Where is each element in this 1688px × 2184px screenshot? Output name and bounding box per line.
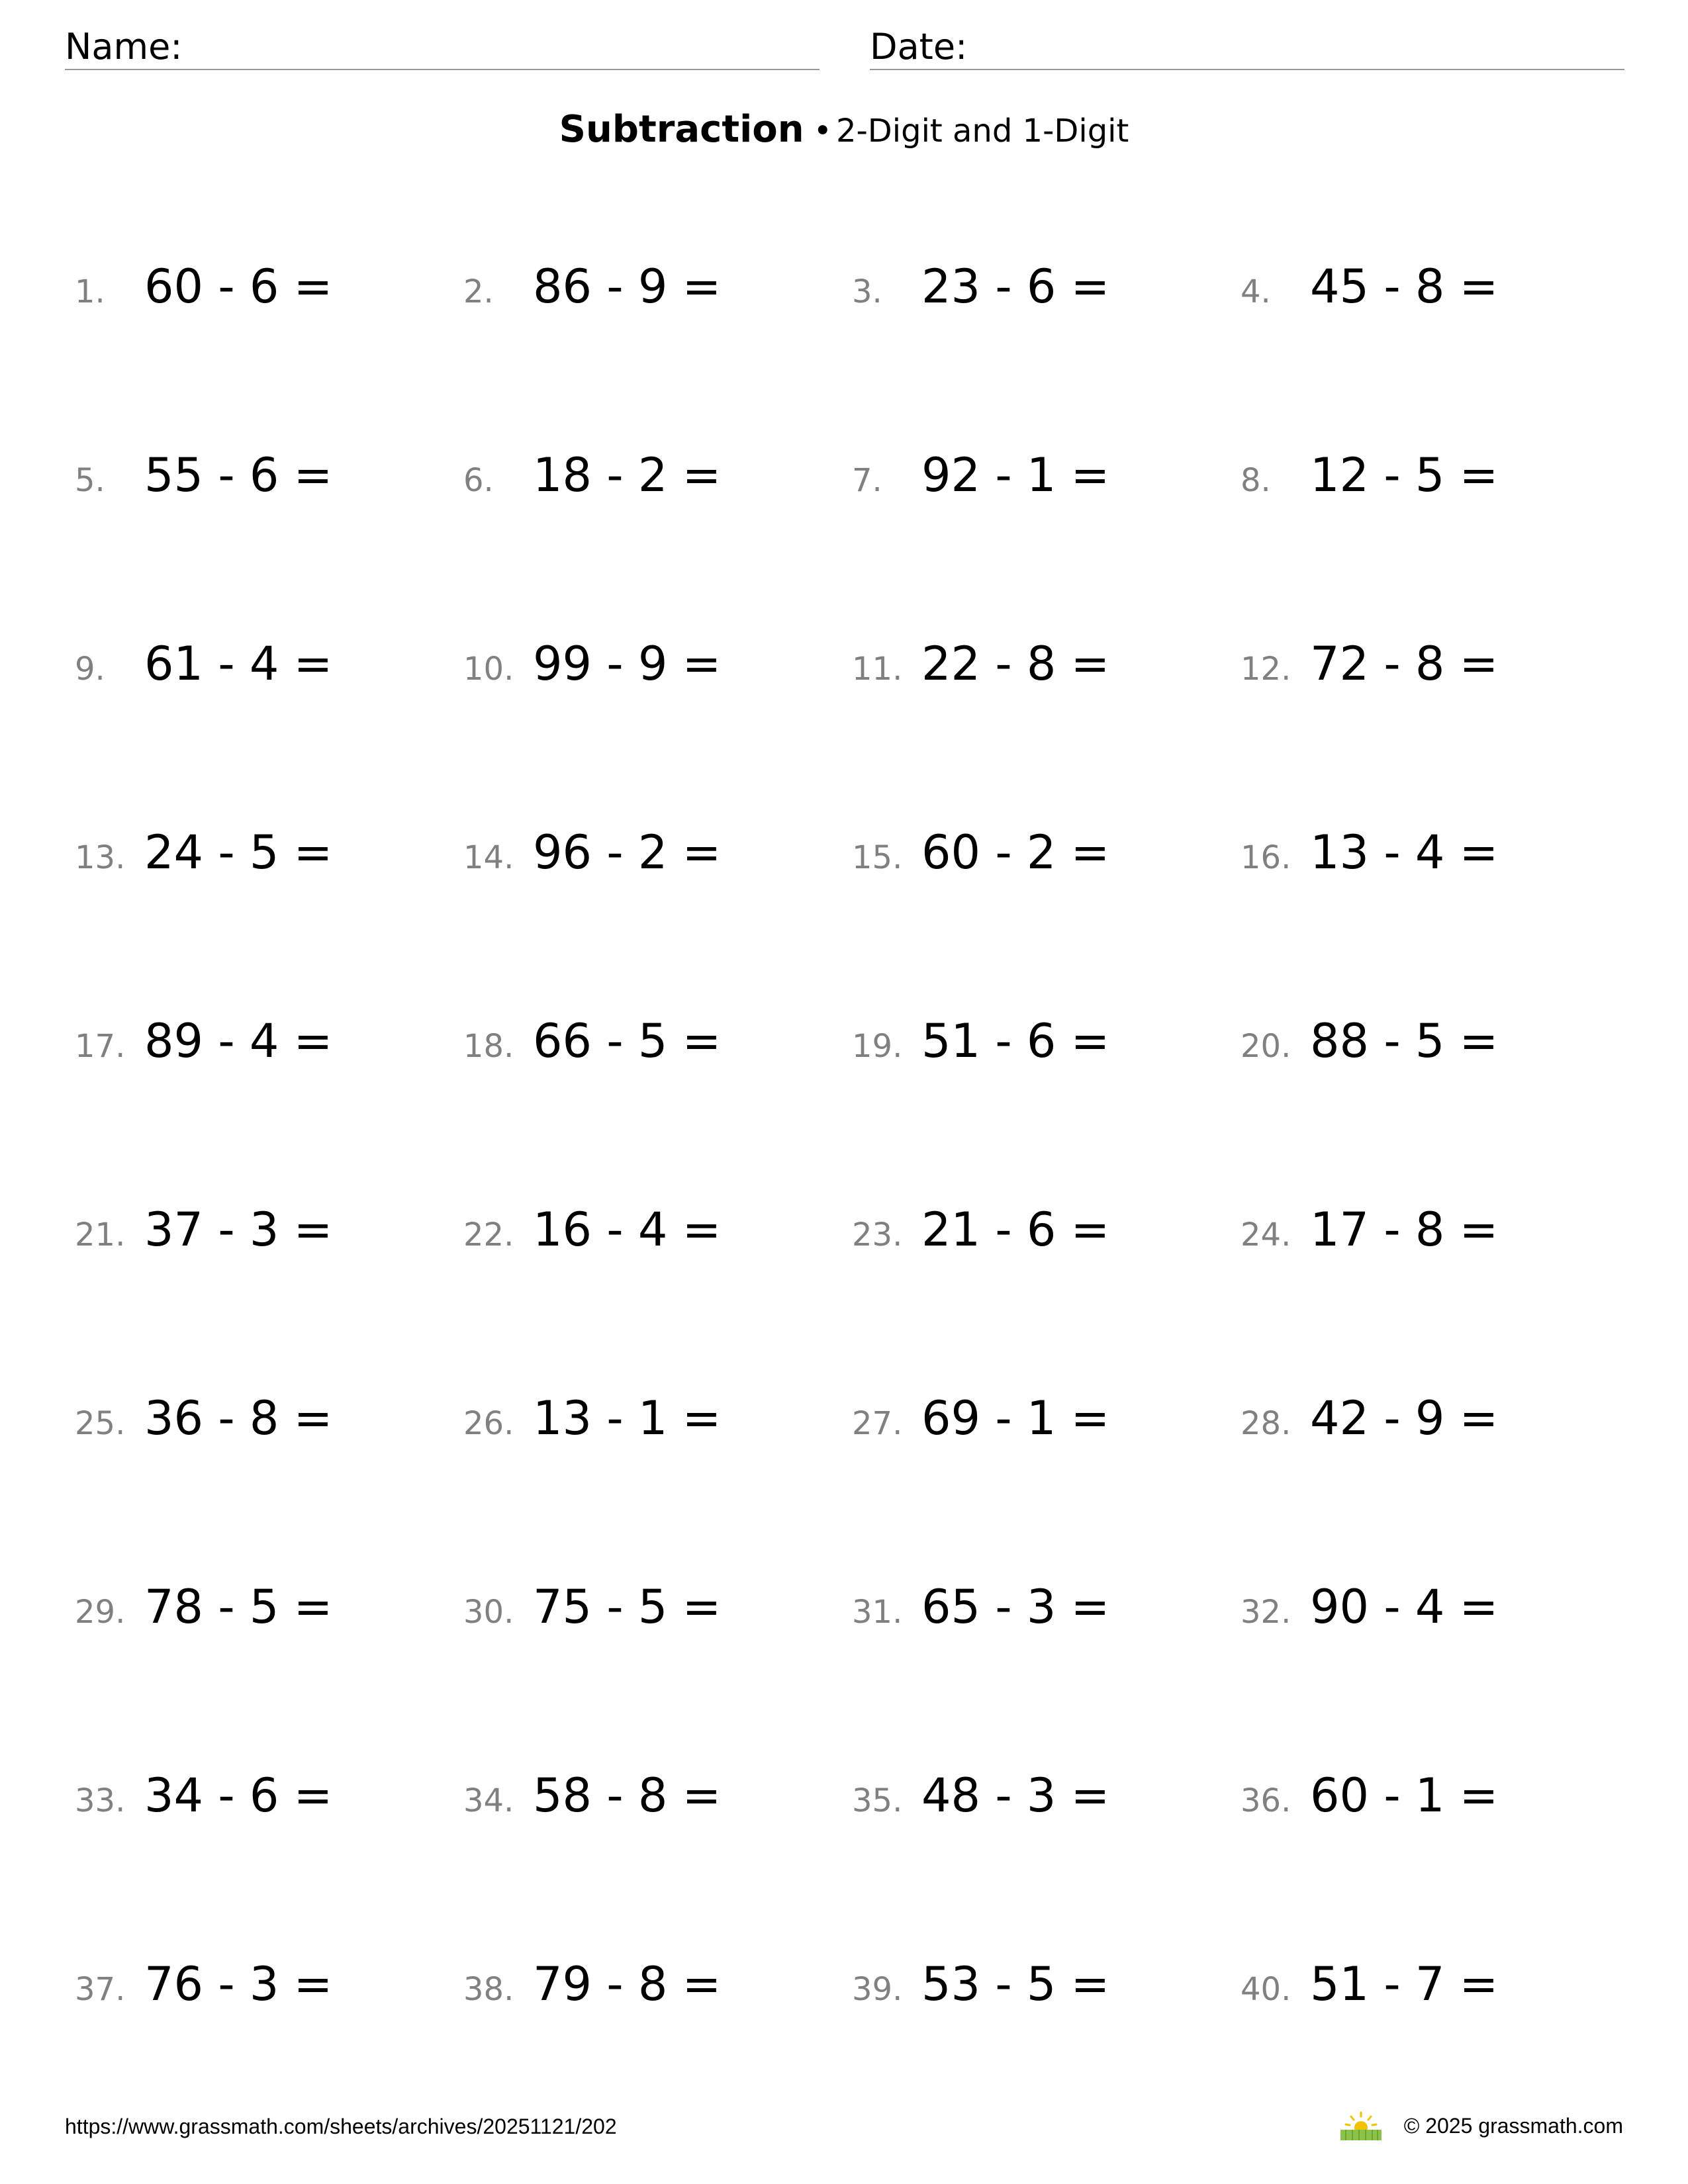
problem-item bbox=[1241, 1391, 1498, 1451]
problem-expression: 55 - 6 = bbox=[144, 448, 333, 502]
problem-number: 15. bbox=[852, 839, 903, 876]
problem-number: 18. bbox=[463, 1028, 514, 1065]
problem-item bbox=[1241, 1580, 1498, 1639]
problem-item bbox=[463, 825, 721, 885]
problem-number: 6. bbox=[463, 462, 494, 499]
problem-expression: 16 - 4 = bbox=[533, 1203, 722, 1257]
problem-item bbox=[463, 259, 721, 319]
problem-number: 32. bbox=[1241, 1594, 1291, 1631]
problem-number: 4. bbox=[1241, 273, 1271, 310]
problem-item bbox=[1241, 1957, 1498, 2017]
problem-item bbox=[75, 1957, 332, 2017]
problem-item bbox=[463, 448, 721, 508]
problem-item bbox=[463, 637, 721, 696]
problem-item bbox=[1241, 448, 1498, 508]
problem-number: 13. bbox=[75, 839, 126, 876]
problem-expression: 96 - 2 = bbox=[533, 825, 722, 880]
problem-item bbox=[75, 637, 332, 696]
problem-number: 35. bbox=[852, 1782, 903, 1819]
problem-item bbox=[1241, 637, 1498, 696]
sun-over-grass-icon bbox=[1338, 2110, 1384, 2142]
problem-expression: 42 - 9 = bbox=[1310, 1391, 1499, 1445]
problem-item bbox=[463, 1768, 721, 1828]
problem-number: 19. bbox=[852, 1028, 903, 1065]
problem-number: 9. bbox=[75, 651, 105, 688]
problem-item bbox=[852, 825, 1109, 885]
problem-expression: 22 - 8 = bbox=[921, 637, 1110, 691]
problem-number: 37. bbox=[75, 1971, 126, 2008]
problem-expression: 48 - 3 = bbox=[921, 1768, 1110, 1823]
problem-number: 22. bbox=[463, 1216, 514, 1253]
problem-expression: 51 - 7 = bbox=[1310, 1957, 1499, 2011]
problem-number: 8. bbox=[1241, 462, 1271, 499]
problem-expression: 60 - 6 = bbox=[144, 259, 333, 314]
footer-url[interactable]: https://www.grassmath.com/sheets/archives/20251121/202 bbox=[65, 2115, 617, 2138]
problem-expression: 60 - 2 = bbox=[921, 825, 1110, 880]
problem-number: 33. bbox=[75, 1782, 126, 1819]
problem-number: 36. bbox=[1241, 1782, 1291, 1819]
problem-number: 24. bbox=[1241, 1216, 1291, 1253]
problem-expression: 88 - 5 = bbox=[1310, 1014, 1499, 1068]
problem-number: 16. bbox=[1241, 839, 1291, 876]
problem-item bbox=[463, 1580, 721, 1639]
problem-expression: 75 - 5 = bbox=[533, 1580, 722, 1634]
problem-number: 10. bbox=[463, 651, 514, 688]
problem-item bbox=[1241, 1014, 1498, 1073]
problem-number: 11. bbox=[852, 651, 903, 688]
problem-expression: 92 - 1 = bbox=[921, 448, 1110, 502]
problem-expression: 18 - 2 = bbox=[533, 448, 722, 502]
problem-item bbox=[1241, 1768, 1498, 1828]
problem-expression: 53 - 5 = bbox=[921, 1957, 1110, 2011]
problem-number: 1. bbox=[75, 273, 105, 310]
name-label: Name: bbox=[65, 26, 183, 68]
problem-number: 20. bbox=[1241, 1028, 1291, 1065]
problem-number: 14. bbox=[463, 839, 514, 876]
problem-number: 28. bbox=[1241, 1405, 1291, 1442]
problem-number: 38. bbox=[463, 1971, 514, 2008]
problem-expression: 21 - 6 = bbox=[921, 1203, 1110, 1257]
problem-number: 26. bbox=[463, 1405, 514, 1442]
problem-item bbox=[852, 1957, 1109, 2017]
problem-number: 34. bbox=[463, 1782, 514, 1819]
problem-expression: 90 - 4 = bbox=[1310, 1580, 1499, 1634]
problem-item bbox=[463, 1203, 721, 1262]
problem-number: 17. bbox=[75, 1028, 126, 1065]
problem-number: 30. bbox=[463, 1594, 514, 1631]
problem-expression: 78 - 5 = bbox=[144, 1580, 333, 1634]
problem-expression: 72 - 8 = bbox=[1310, 637, 1499, 691]
problem-item bbox=[852, 1014, 1109, 1073]
problem-item bbox=[75, 1580, 332, 1639]
problem-expression: 34 - 6 = bbox=[144, 1768, 333, 1823]
problem-expression: 86 - 9 = bbox=[533, 259, 722, 314]
problem-item bbox=[1241, 825, 1498, 885]
problem-number: 3. bbox=[852, 273, 882, 310]
problem-item bbox=[852, 1391, 1109, 1451]
problem-item bbox=[75, 1203, 332, 1262]
problem-item bbox=[852, 1580, 1109, 1639]
problem-item bbox=[463, 1014, 721, 1073]
copyright-text: © 2025 grassmath.com bbox=[1403, 2113, 1623, 2138]
problem-item bbox=[75, 1014, 332, 1073]
title-subtitle: 2-Digit and 1-Digit bbox=[835, 113, 1129, 150]
problem-expression: 76 - 3 = bbox=[144, 1957, 333, 2011]
problem-expression: 37 - 3 = bbox=[144, 1203, 333, 1257]
problem-number: 25. bbox=[75, 1405, 126, 1442]
problem-expression: 24 - 5 = bbox=[144, 825, 333, 880]
problem-item bbox=[852, 259, 1109, 319]
problem-item bbox=[463, 1957, 721, 2017]
problem-expression: 79 - 8 = bbox=[533, 1957, 722, 2011]
problem-expression: 51 - 6 = bbox=[921, 1014, 1110, 1068]
problem-number: 23. bbox=[852, 1216, 903, 1253]
problem-expression: 23 - 6 = bbox=[921, 259, 1110, 314]
problem-expression: 36 - 8 = bbox=[144, 1391, 333, 1445]
problem-expression: 99 - 9 = bbox=[533, 637, 722, 691]
problem-number: 40. bbox=[1241, 1971, 1291, 2008]
problem-item bbox=[75, 1391, 332, 1451]
problem-expression: 61 - 4 = bbox=[144, 637, 333, 691]
problem-item bbox=[75, 259, 332, 319]
problem-expression: 12 - 5 = bbox=[1310, 448, 1499, 502]
problem-expression: 13 - 4 = bbox=[1310, 825, 1499, 880]
problem-item bbox=[852, 1203, 1109, 1262]
problem-item bbox=[852, 637, 1109, 696]
problem-item bbox=[75, 1768, 332, 1828]
problem-expression: 58 - 8 = bbox=[533, 1768, 722, 1823]
problem-expression: 66 - 5 = bbox=[533, 1014, 722, 1068]
problem-number: 31. bbox=[852, 1594, 903, 1631]
problem-expression: 17 - 8 = bbox=[1310, 1203, 1499, 1257]
problem-item bbox=[75, 448, 332, 508]
problem-expression: 60 - 1 = bbox=[1310, 1768, 1499, 1823]
problem-number: 2. bbox=[463, 273, 494, 310]
problem-item bbox=[852, 1768, 1109, 1828]
problem-item bbox=[75, 825, 332, 885]
problem-number: 29. bbox=[75, 1594, 126, 1631]
problem-item bbox=[1241, 1203, 1498, 1262]
problem-number: 27. bbox=[852, 1405, 903, 1442]
problem-expression: 13 - 1 = bbox=[533, 1391, 722, 1445]
problem-number: 5. bbox=[75, 462, 105, 499]
problem-expression: 89 - 4 = bbox=[144, 1014, 333, 1068]
problem-item bbox=[852, 448, 1109, 508]
problem-number: 21. bbox=[75, 1216, 126, 1253]
problem-number: 39. bbox=[852, 1971, 903, 2008]
problem-expression: 65 - 3 = bbox=[921, 1580, 1110, 1634]
problem-item bbox=[463, 1391, 721, 1451]
problem-expression: 69 - 1 = bbox=[921, 1391, 1110, 1445]
problem-item bbox=[1241, 259, 1498, 319]
title-main: Subtraction bbox=[559, 108, 804, 151]
problem-number: 12. bbox=[1241, 651, 1291, 688]
problem-expression: 45 - 8 = bbox=[1310, 259, 1499, 314]
footer-brand bbox=[1338, 2110, 1623, 2142]
problem-number: 7. bbox=[852, 462, 882, 499]
date-label: Date: bbox=[870, 26, 968, 68]
title-separator: • bbox=[813, 113, 832, 150]
